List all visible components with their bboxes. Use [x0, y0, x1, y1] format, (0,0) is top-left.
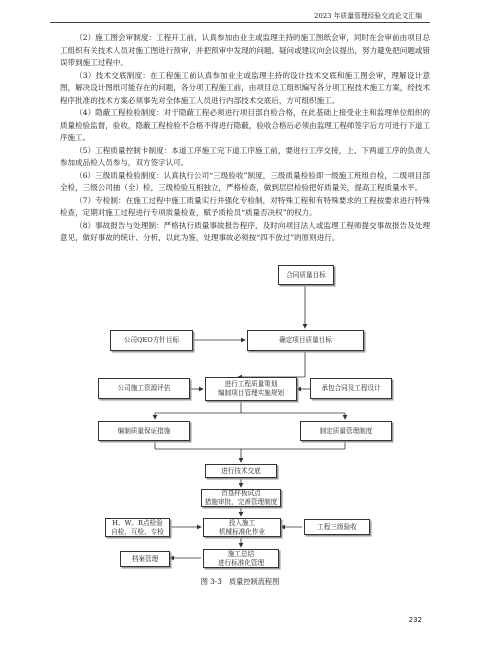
body-text	[60, 32, 430, 245]
paragraph: （5）工程质量控制卡制度：本道工序施工完下道工序施工前，要进行工序交接，上、下两道工序的负责人参加成品检人员参与，双方签字认可。	[60, 145, 430, 167]
figure-caption: 图 3-3 质量控制流程图	[200, 577, 280, 586]
hwr-point-inspection-box: H、W、R点检验 自检、互检、专检	[105, 518, 170, 537]
quality-control-flowchart	[60, 265, 430, 575]
start-construction-box: 投入施工 机械标准化作业	[203, 518, 281, 537]
page-number: 232	[408, 616, 422, 624]
contract-and-design-box: 承包合同及工程设计	[310, 378, 392, 399]
construction-summary-box: 施工总结 进行标准化管理	[203, 549, 279, 568]
header-rule	[50, 22, 430, 23]
paragraph: （7）专检制：在施工过程中施工质量实行并强化专检制，对特殊工程和有特殊要求的工程按要求进行特殊检查，定期对施工过程进行专项质量检查，赋予质检员“质量否决权”的权力。	[60, 195, 430, 217]
quality-management-system-box: 制定质量管理制度	[300, 421, 392, 441]
paragraph: （3）技术交底制度：在工程施工前认真参加业主或监理主持的设计技术交底和施工图会审，理解设计意图，解决设计图纸可能存在的问题，各分项工程施工前，由项目总工组织编写各分项工程技术施工方案，经技术程序批准的技术方案必须事先对全体施工人员进行内部技术交底后，方可组织施工。	[60, 70, 430, 105]
paragraph: （2）施工图会审制度：工程开工前，认真参加由业主或监理主持的施工图纸会审，同时在会审前由项目总工组织有关技术人员对施工图进行预审，并把预审中发现的问题、疑问或建议向会议提出，努力避免把问题或错误带到施工过程中。	[60, 33, 430, 67]
running-header: 2023 年质量管理经验交流论文汇编	[314, 12, 422, 20]
paragraph: （8）事故报告与处理制：严格执行质量事故报告程序，及时向项目法人或监理工程师提交事故报告及处理意见，做好事故的统计、分析，以此为鉴，处理事故必须按“四不放过”的原则进行。	[60, 220, 430, 242]
paragraph: （6）三级质量检验制度：认真执行公司“三级验收”制度，三级质量检验即一级施工班组自检，二级项目部全检，三级公司抽（全）检，三级检验互相独立，严格检查，做到层层检验把好质量关，提高工程质量水平。	[60, 170, 430, 192]
company-resource-assessment-box: 公司施工资源评估	[98, 378, 190, 399]
quality-planning-box: 进行工程质量策划 编制项目管理实施规划	[205, 377, 297, 401]
technical-disclosure-box: 进行技术交底	[205, 464, 277, 478]
first-sample-pilot-box: 首基样板试点 措施审批，完善管理制度	[201, 489, 281, 507]
archive-management-box: 档案管理	[120, 551, 170, 567]
three-level-acceptance-box: 工程三级验收	[304, 519, 370, 535]
paragraph: （4）隐蔽工程检验制度：对于隐蔽工程必须进行项目部自检合格，在此基础上接受业主和监理单位组织的质量检验监督，验收，隐蔽工程检验不合格不得进行隐蔽，验收合格后必须由监理工程师签字后方可进行下道工序施工。	[60, 108, 430, 142]
contract-quality-goal-box: 合同质量目标	[278, 265, 334, 285]
quality-assurance-measures-box: 编制质量保证措施	[98, 421, 190, 441]
company-qeo-policy-box: 公司QEO方针目标	[110, 330, 193, 351]
project-quality-goal-box: 确定项目质量目标	[247, 330, 364, 351]
